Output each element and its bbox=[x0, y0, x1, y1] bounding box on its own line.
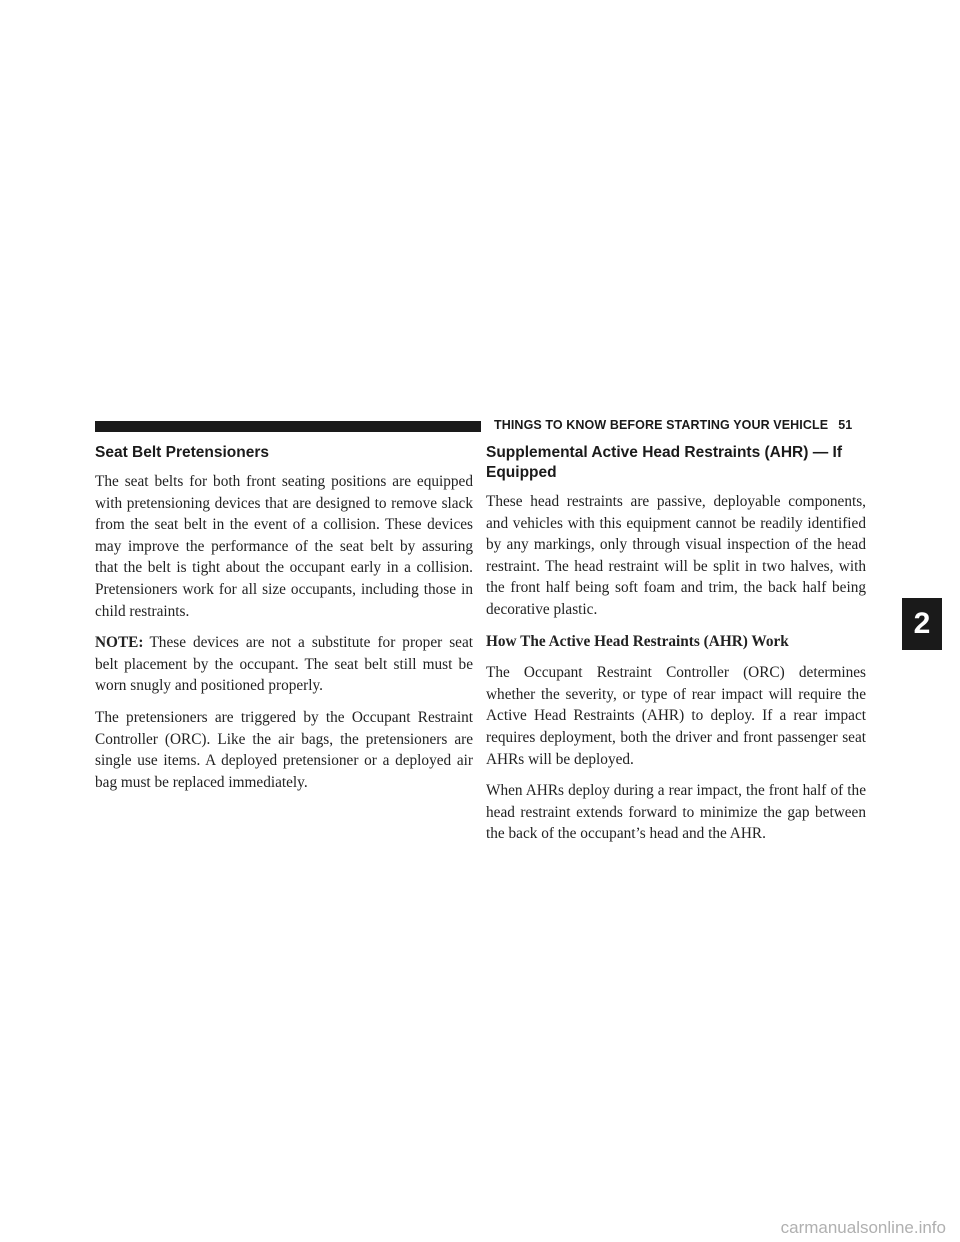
left-column bbox=[95, 440, 473, 803]
running-header bbox=[494, 418, 852, 432]
paragraph-ahr-intro: These head restraints are passive, deployable components, and vehicles with this equipment cannot be readily identified by any markings, only through visual inspection of the head restraint. The head restraint will be split in two halves, with the front half being soft foam and trim, the back half being decorative plastic. bbox=[486, 493, 866, 618]
paragraph-pretensioners-trigger: The pretensioners are triggered by the Occupant Restraint Controller (ORC). Like the air bags, the pretensioners are single use items. A deployed pretensioner or a deployed air bag must be replaced immediately. bbox=[95, 708, 473, 791]
subheading-how-ahr-work: How The Active Head Restraints (AHR) Work bbox=[486, 632, 789, 650]
paragraph-orc-determines: The Occupant Restraint Controller (ORC) determines whether the severity, or type of rear impact will require the Active Head Restraints (AHR) to deploy. If a rear impact requires deployment, both the driver and front passenger seat AHRs will be deployed. bbox=[486, 664, 866, 768]
paragraph-pretensioners-intro: The seat belts for both front seating positions are equipped with pretensioning devices that are designed to remove slack from the seat belt in the event of a collision. These devices may improve the performance of the seat belt by assuring that the belt is tight about the occupant early in a collision. Pretensioners work for all size occupants, including those in child restraints. bbox=[95, 473, 473, 620]
header-rule bbox=[95, 421, 481, 432]
page-number: 51 bbox=[838, 418, 853, 432]
header-title: THINGS TO KNOW BEFORE STARTING YOUR VEHICLE bbox=[494, 418, 829, 432]
note-text: These devices are not a substitute for proper seat belt placement by the occupant. The seat belt still must be worn snugly and positioned properly. bbox=[95, 634, 473, 695]
right-column bbox=[486, 440, 866, 855]
watermark-link[interactable]: carmanualsonline.info bbox=[780, 1218, 946, 1237]
paragraph-ahr-deploy: When AHRs deploy during a rear impact, the front half of the head restraint extends forward to minimize the gap between the back of the occupant’s head and the AHR. bbox=[486, 782, 866, 843]
section-heading-seat-belt-pretensioners: Seat Belt Pretensioners bbox=[95, 444, 270, 461]
note-paragraph bbox=[95, 632, 473, 697]
note-label: NOTE: bbox=[95, 634, 144, 652]
chapter-tab: 2 bbox=[902, 598, 942, 650]
section-heading-active-head-restraints: Supplemental Active Head Restraints (AHR) — If Equipped bbox=[486, 444, 842, 481]
